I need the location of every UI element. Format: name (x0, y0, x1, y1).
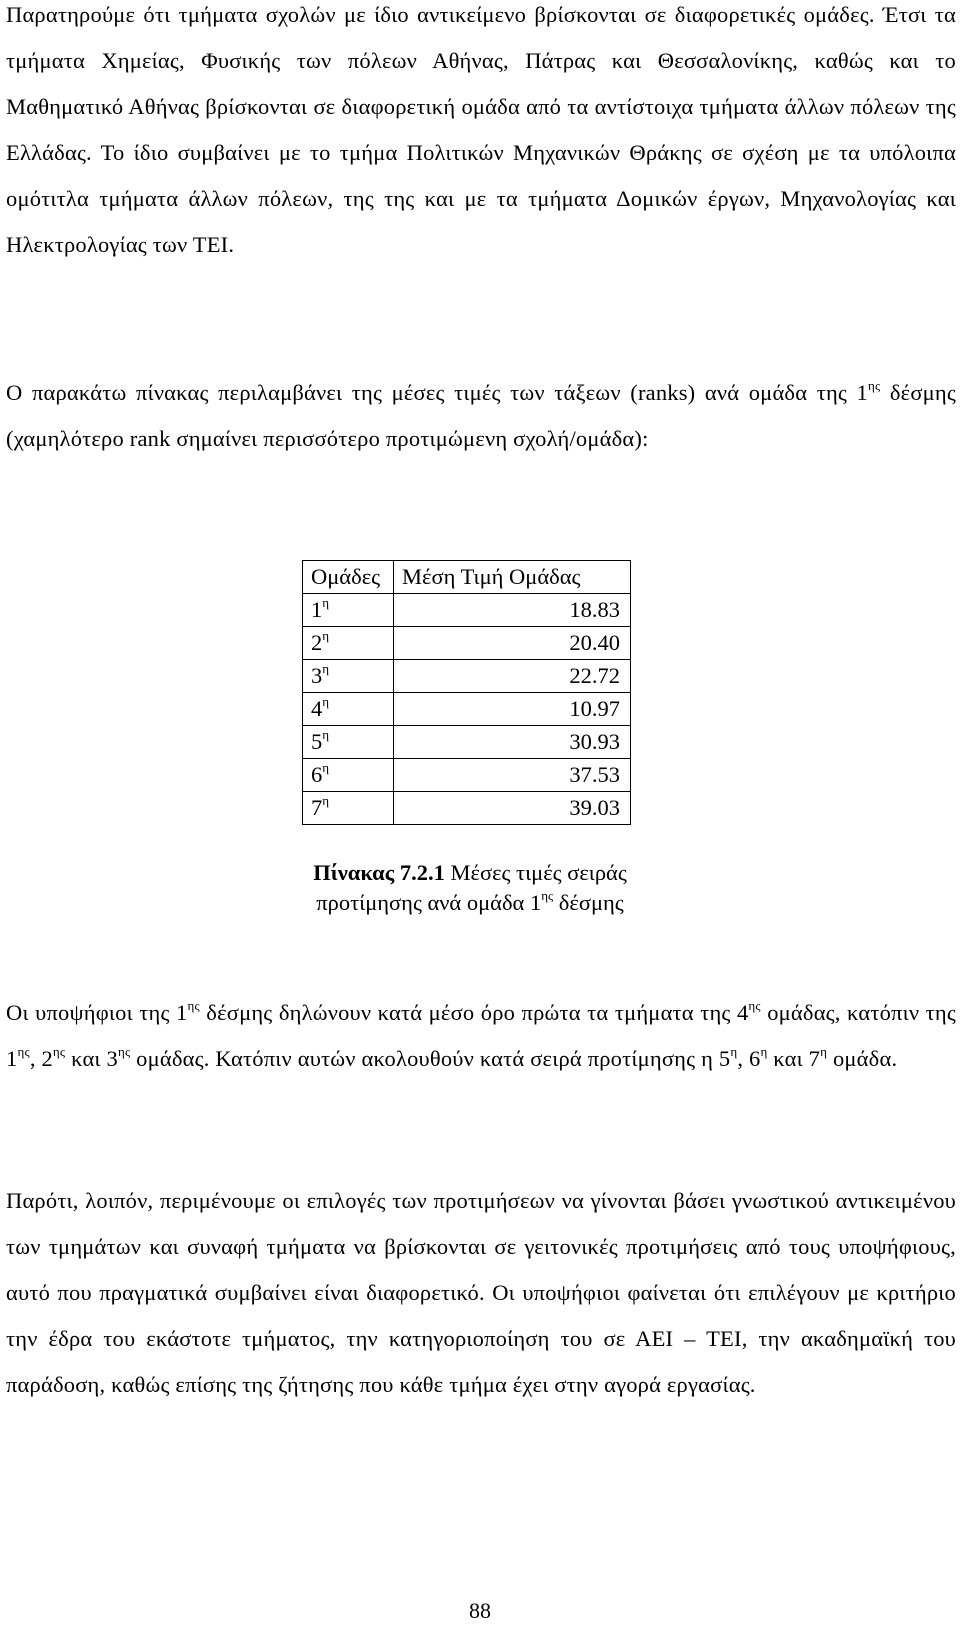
group-cell: $4^\eta$ (303, 693, 394, 726)
intro-ordinal-suffix: ης (868, 378, 881, 393)
header-groups: Ομάδες (303, 561, 394, 594)
mean-value-cell: 30.93 (394, 726, 631, 759)
group-cell: $1^\eta$ (303, 594, 394, 627)
table-row (303, 660, 631, 693)
mean-value-cell: 18.83 (394, 594, 631, 627)
mean-value-cell: 37.53 (394, 759, 631, 792)
group-cell: $3^\eta$ (303, 660, 394, 693)
caption-ordinal-suffix: ης (541, 888, 554, 903)
header-mean-value: Μέση Τιμή Ομάδας (394, 561, 631, 594)
mean-value-cell: 20.40 (394, 627, 631, 660)
intro-text-end: δέσμης (χαμηλότερο rank σημαίνει περισσότερο προτιμώμενη σχολή/ομάδα): (6, 380, 956, 451)
table-row (303, 726, 631, 759)
paragraph-conclusion: Παρότι, λοιπόν, περιμένουμε οι επιλογές των προτιμήσεων να γίνονται βάσει γνωστικού αντικειμένου των τμημάτων και συναφή τμήματα να βρίσκονται σε γειτονικές προτιμήσεις από τους υποψήφιους, αυτό που πραγματικά συμβαίνει είναι διαφορετικό. Οι υποψήφιοι φαίνεται ότι επιλέγουν με κριτήριο την έδρα του εκάστοτε τμήματος, την κατηγοριοποίηση του σε ΑΕΙ – ΤΕΙ, την ακαδημαϊκή του παράδοση, καθώς επίσης της ζήτησης που κάθε τμήμα έχει στην αγορά εργασίας. (6, 1188, 956, 1397)
table-row (303, 693, 631, 726)
paragraph-groups-observation: Παρατηρούμε ότι τμήματα σχολών με ίδιο αντικείμενο βρίσκονται σε διαφορετικές ομάδες. Έτσι τα τμήματα Χημείας, Φυσικής των πόλεων Αθήνας, Πάτρας και Θεσσαλονίκης, καθώς και το Μαθηματικό Αθήνας βρίσκονται σε διαφορετική ομάδα από τα αντίστοιχα τμήματα άλλων πόλεων της Ελλάδας. Το ίδιο συμβαίνει με το τμήμα Πολιτικών Μηχανικών Θράκης σε σχέση με τα υπόλοιπα ομότιτλα τμήματα άλλων πόλεων, της της και με τα τμήματα Δομικών έργων, Μηχανολογίας και Ηλεκτρολογίας των ΤΕΙ. (6, 2, 956, 257)
paragraph-candidate-preferences: Οι υποψήφιοι της $1^{\eta\varsigma}$ δέσμης δηλώνουν κατά μέσο όρο πρώτα τα τμήματα της $4^{\eta\varsigma}$ ομάδας, κατόπιν της $1^{\eta\varsigma}$, $2^{\eta\varsigma}$ και $3^{\eta\varsigma}$ ομάδας. Κατόπιν αυτών ακολουθούν κατά σειρά προτίμησης η $5^\eta$, $6^\eta$ και $7^\eta$ ομάδα. (6, 998, 956, 1071)
table-caption (300, 858, 640, 918)
caption-text-end: δέσμης (553, 890, 624, 915)
caption-label: Πίνακας 7.2.1 (313, 860, 445, 885)
mean-value-cell: 22.72 (394, 660, 631, 693)
table-header-row (303, 561, 631, 594)
group-mean-rank-table (302, 560, 631, 825)
paragraph-table-intro (6, 370, 956, 462)
table-row (303, 594, 631, 627)
caption-text-start: Μέσες τιμές σειράς προτίμησης ανά ομάδα 1 (316, 860, 627, 915)
table-row (303, 627, 631, 660)
group-cell: $7^\eta$ (303, 792, 394, 825)
intro-text-start: Ο παρακάτω πίνακας περιλαμβάνει της μέσες τιμές των τάξεων (ranks) ανά ομάδα της 1 (6, 380, 868, 405)
group-cell: $5^\eta$ (303, 726, 394, 759)
table-row (303, 759, 631, 792)
group-cell: $6^\eta$ (303, 759, 394, 792)
table-row (303, 792, 631, 825)
group-cell: $2^\eta$ (303, 627, 394, 660)
mean-value-cell: 39.03 (394, 792, 631, 825)
mean-value-cell: 10.97 (394, 693, 631, 726)
page-number: 88 (469, 1598, 491, 1623)
